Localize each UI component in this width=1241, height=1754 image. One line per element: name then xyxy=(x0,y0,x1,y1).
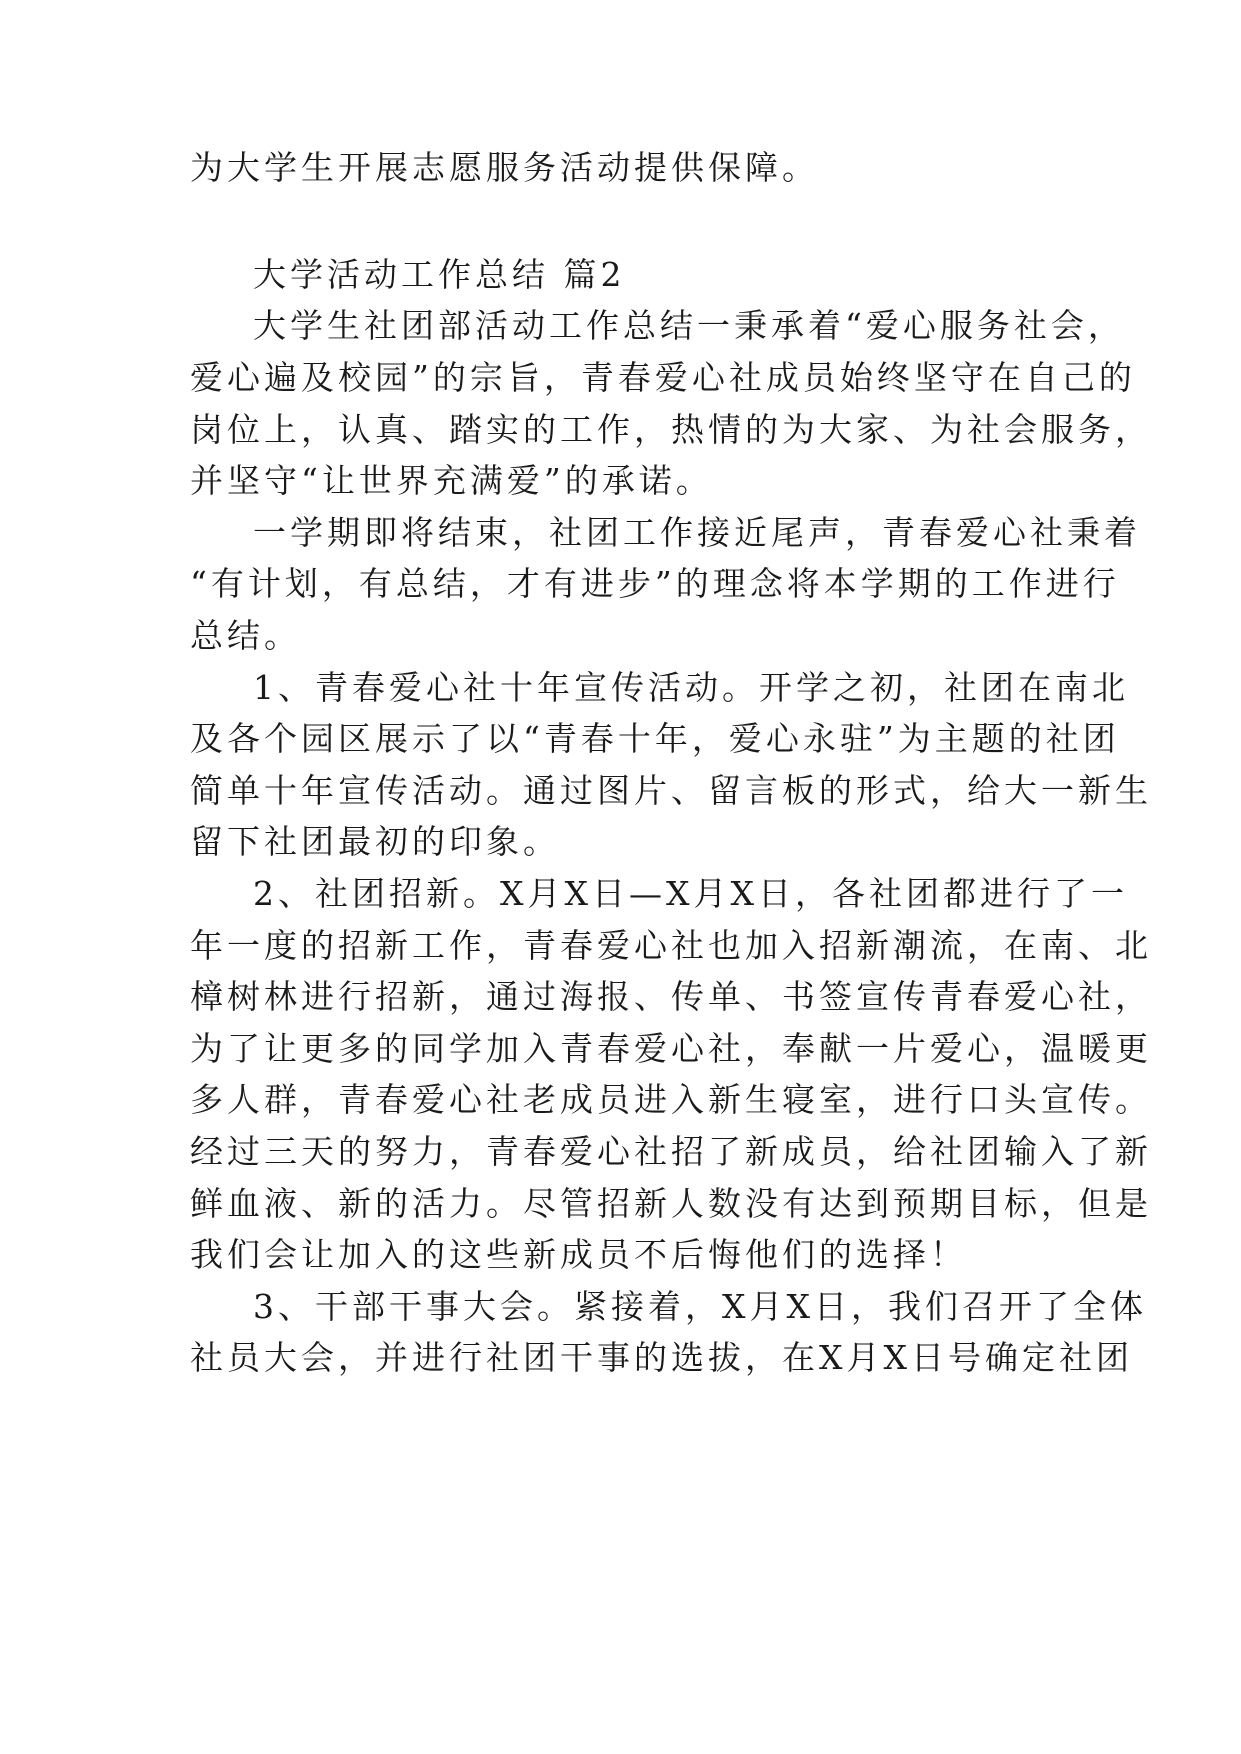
text-line: “有计划，有总结，才有进步”的理念将本学期的工作进行 xyxy=(190,564,1120,603)
text-line: 一学期即将结束，社团工作接近尾声，青春爱心社秉着 xyxy=(253,513,1141,552)
text-line: 年一度的招新工作，青春爱心社也加入招新潮流，在南、北 xyxy=(190,926,1152,965)
text-line: 为大学生开展志愿服务活动提供保障。 xyxy=(190,148,819,187)
text-line: 岗位上，认真、踏实的工作，热情的为大家、为社会服务， xyxy=(190,410,1152,449)
text-line: 1、青春爱心社十年宣传活动。开学之初，社团在南北 xyxy=(253,668,1129,707)
text-line: 留下社团最初的印象。 xyxy=(190,822,560,861)
text-line: 及各个园区展示了以“青春十年，爱心永驻”为主题的社团 xyxy=(190,719,1120,758)
text-line: 社员大会，并进行社团干事的选拔，在X月X日号确定社团 xyxy=(190,1338,1133,1377)
text-line: 2、社团招新。X月X日—X月X日，各社团都进行了一 xyxy=(253,874,1128,913)
text-line: 鲜血液、新的活力。尽管招新人数没有达到预期目标，但是 xyxy=(190,1184,1152,1223)
text-line: 大学生社团部活动工作总结一秉承着“爱心服务社会， xyxy=(253,306,1125,345)
text-line: 并坚守“让世界充满爱”的承诺。 xyxy=(190,461,713,500)
section-heading: 大学活动工作总结 篇2 xyxy=(253,255,626,294)
text-line: 多人群，青春爱心社老成员进入新生寝室，进行口头宣传。 xyxy=(190,1080,1152,1119)
text-line: 经过三天的努力，青春爱心社招了新成员，给社团输入了新 xyxy=(190,1132,1152,1171)
text-line: 3、干部干事大会。紧接着，X月X日，我们召开了全体 xyxy=(253,1287,1147,1326)
text-line: 简单十年宣传活动。通过图片、留言板的形式，给大一新生 xyxy=(190,771,1152,810)
text-line: 我们会让加入的这些新成员不后悔他们的选择！ xyxy=(190,1235,967,1274)
text-line: 为了让更多的同学加入青春爱心社，奉献一片爱心，温暖更 xyxy=(190,1029,1152,1068)
text-line: 樟树林进行招新，通过海报、传单、书签宣传青春爱心社， xyxy=(190,977,1152,1016)
text-line: 总结。 xyxy=(190,616,301,655)
text-line: 爱心遍及校园”的宗旨，青春爱心社成员始终坚守在自己的 xyxy=(190,358,1136,397)
